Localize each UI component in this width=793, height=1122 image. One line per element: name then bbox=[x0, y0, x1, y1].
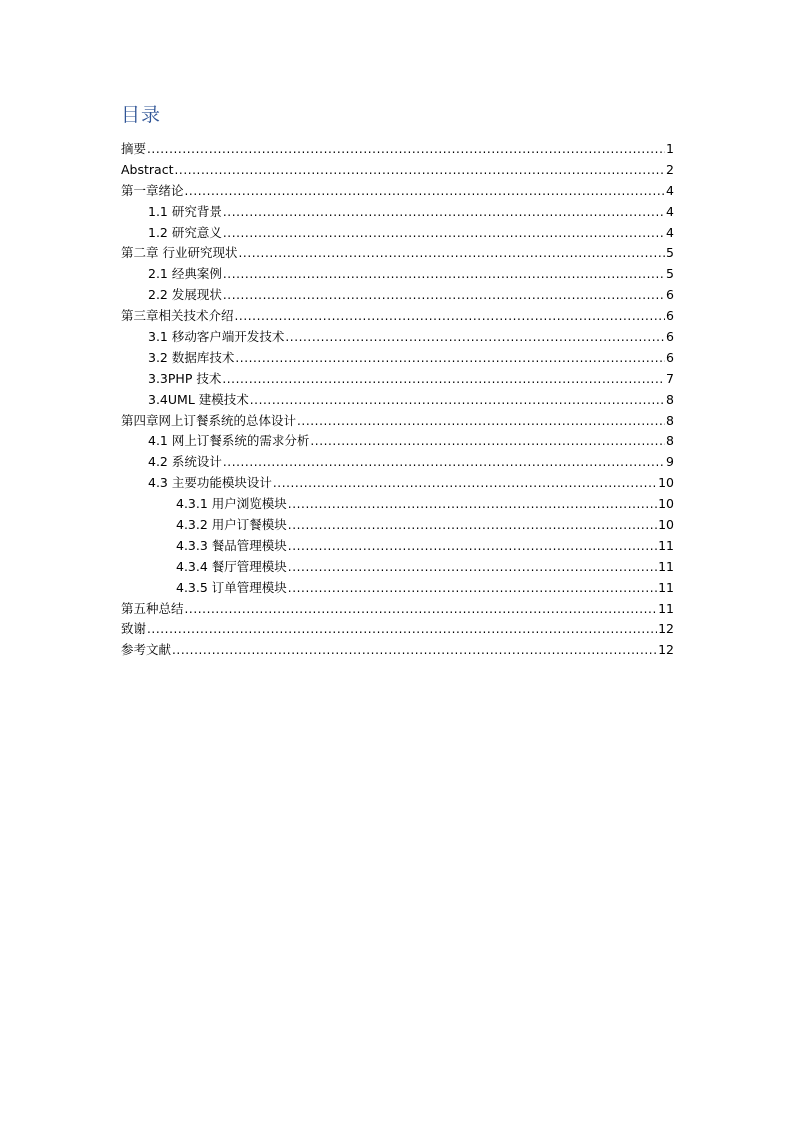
toc-entry-label: 4.3.2 用户订餐模块 bbox=[176, 517, 287, 533]
toc-entry[interactable] bbox=[121, 411, 674, 432]
toc-entry-label: 第四章网上订餐系统的总体设计 bbox=[121, 412, 297, 428]
toc-dot-leader bbox=[288, 557, 657, 578]
toc-entry[interactable] bbox=[121, 264, 674, 285]
toc-entry-page: 11 bbox=[658, 558, 674, 574]
toc-entry-label: 第二章 行业研究现状 bbox=[121, 245, 238, 261]
toc-entry[interactable] bbox=[121, 306, 674, 327]
toc-entry-page: 2 bbox=[666, 161, 674, 177]
toc-dot-leader bbox=[223, 285, 665, 306]
toc-entry-page: 8 bbox=[666, 391, 674, 407]
toc-entry-label: 4.3.1 用户浏览模块 bbox=[176, 496, 287, 512]
toc-entry[interactable] bbox=[121, 160, 674, 181]
toc-list bbox=[121, 139, 674, 661]
toc-entry[interactable] bbox=[121, 285, 674, 306]
toc-dot-leader bbox=[222, 369, 665, 390]
toc-entry[interactable] bbox=[121, 452, 674, 473]
toc-entry-page: 6 bbox=[666, 349, 674, 365]
toc-dot-leader bbox=[288, 515, 657, 536]
toc-dot-leader bbox=[172, 640, 657, 661]
toc-entry[interactable] bbox=[121, 181, 674, 202]
toc-entry-page: 11 bbox=[658, 537, 674, 553]
toc-entry[interactable] bbox=[121, 515, 674, 536]
toc-entry-page: 12 bbox=[658, 642, 674, 658]
toc-dot-leader bbox=[235, 306, 666, 327]
toc-entry-page: 10 bbox=[658, 496, 674, 512]
toc-entry[interactable] bbox=[121, 327, 674, 348]
toc-dot-leader bbox=[223, 223, 665, 244]
toc-entry[interactable] bbox=[121, 473, 674, 494]
toc-entry[interactable] bbox=[121, 369, 674, 390]
toc-entry-label: 3.2 数据库技术 bbox=[148, 349, 235, 365]
toc-entry-page: 6 bbox=[666, 287, 674, 303]
toc-entry[interactable] bbox=[121, 390, 674, 411]
toc-dot-leader bbox=[223, 202, 665, 223]
toc-entry-page: 6 bbox=[666, 329, 674, 345]
toc-dot-leader bbox=[288, 536, 657, 557]
toc-dot-leader bbox=[235, 348, 665, 369]
toc-entry-label: 3.3PHP 技术 bbox=[148, 370, 222, 386]
toc-entry-page: 1 bbox=[666, 141, 674, 156]
toc-entry-page: 9 bbox=[666, 454, 674, 470]
toc-entry-label: 4.3.3 餐品管理模块 bbox=[176, 537, 287, 553]
toc-entry-page: 5 bbox=[666, 266, 674, 282]
toc-entry-label: 1.1 研究背景 bbox=[148, 203, 222, 219]
toc-entry-page: 6 bbox=[666, 308, 674, 324]
toc-entry-page: 8 bbox=[666, 433, 674, 449]
toc-entry-label: 4.3 主要功能模块设计 bbox=[148, 475, 272, 491]
toc-dot-leader bbox=[238, 243, 665, 264]
toc-entry[interactable] bbox=[121, 578, 674, 599]
toc-entry-page: 7 bbox=[666, 370, 674, 386]
toc-entry-label: 2.1 经典案例 bbox=[148, 266, 222, 282]
toc-dot-leader bbox=[285, 327, 665, 348]
toc-dot-leader bbox=[147, 139, 665, 160]
toc-entry-page: 4 bbox=[666, 203, 674, 219]
toc-entry-label: 第五种总结 bbox=[121, 600, 184, 616]
toc-entry-label: 3.4UML 建模技术 bbox=[148, 391, 249, 407]
toc-dot-leader bbox=[185, 599, 658, 620]
toc-entry-label: 1.2 研究意义 bbox=[148, 224, 222, 240]
toc-dot-leader bbox=[273, 473, 657, 494]
toc-dot-leader bbox=[250, 390, 665, 411]
toc-dot-leader bbox=[223, 452, 665, 473]
toc-entry[interactable] bbox=[121, 431, 674, 452]
toc-entry-label: 4.3.4 餐厅管理模块 bbox=[176, 558, 287, 574]
toc-dot-leader bbox=[288, 578, 657, 599]
toc-dot-leader bbox=[147, 619, 657, 640]
toc-dot-leader bbox=[223, 264, 665, 285]
toc-entry-label: 参考文献 bbox=[121, 642, 172, 658]
toc-entry-page: 4 bbox=[666, 224, 674, 240]
toc-entry-page: 10 bbox=[658, 517, 674, 533]
toc-entry-page: 4 bbox=[666, 182, 674, 198]
toc-entry[interactable] bbox=[121, 223, 674, 244]
toc-entry-page: 12 bbox=[658, 621, 674, 637]
toc-entry-label: 第一章绪论 bbox=[121, 182, 184, 198]
toc-entry-page: 5 bbox=[666, 245, 674, 261]
toc-entry-page: 11 bbox=[658, 579, 674, 595]
toc-entry-label: 4.3.5 订单管理模块 bbox=[176, 579, 287, 595]
toc-dot-leader bbox=[185, 181, 666, 202]
toc-dot-leader bbox=[310, 431, 665, 452]
toc-dot-leader bbox=[174, 160, 665, 181]
toc-entry[interactable] bbox=[121, 243, 674, 264]
toc-title: 目录 bbox=[121, 104, 162, 126]
toc-entry-page: 8 bbox=[666, 412, 674, 428]
toc-entry-page: 11 bbox=[658, 600, 674, 616]
toc-entry[interactable] bbox=[121, 348, 674, 369]
toc-entry[interactable] bbox=[121, 139, 674, 160]
toc-entry[interactable] bbox=[121, 619, 674, 640]
toc-entry-label: 致谢 bbox=[121, 621, 147, 637]
toc-entry-page: 10 bbox=[658, 475, 674, 491]
toc-entry-label: Abstract bbox=[121, 161, 174, 177]
toc-entry-label: 第三章相关技术介绍 bbox=[121, 308, 234, 324]
toc-entry-label: 2.2 发展现状 bbox=[148, 287, 222, 303]
toc-entry[interactable] bbox=[121, 640, 674, 661]
toc-entry[interactable] bbox=[121, 599, 674, 620]
toc-entry[interactable] bbox=[121, 536, 674, 557]
toc-entry-label: 4.1 网上订餐系统的需求分析 bbox=[148, 433, 310, 449]
toc-entry[interactable] bbox=[121, 494, 674, 515]
toc-entry-label: 4.2 系统设计 bbox=[148, 454, 222, 470]
toc-dot-leader bbox=[288, 494, 657, 515]
toc-entry[interactable] bbox=[121, 557, 674, 578]
toc-dot-leader bbox=[297, 411, 665, 432]
toc-entry-label: 3.1 移动客户端开发技术 bbox=[148, 329, 285, 345]
toc-entry[interactable] bbox=[121, 202, 674, 223]
toc-entry-label: 摘要 bbox=[121, 141, 147, 156]
